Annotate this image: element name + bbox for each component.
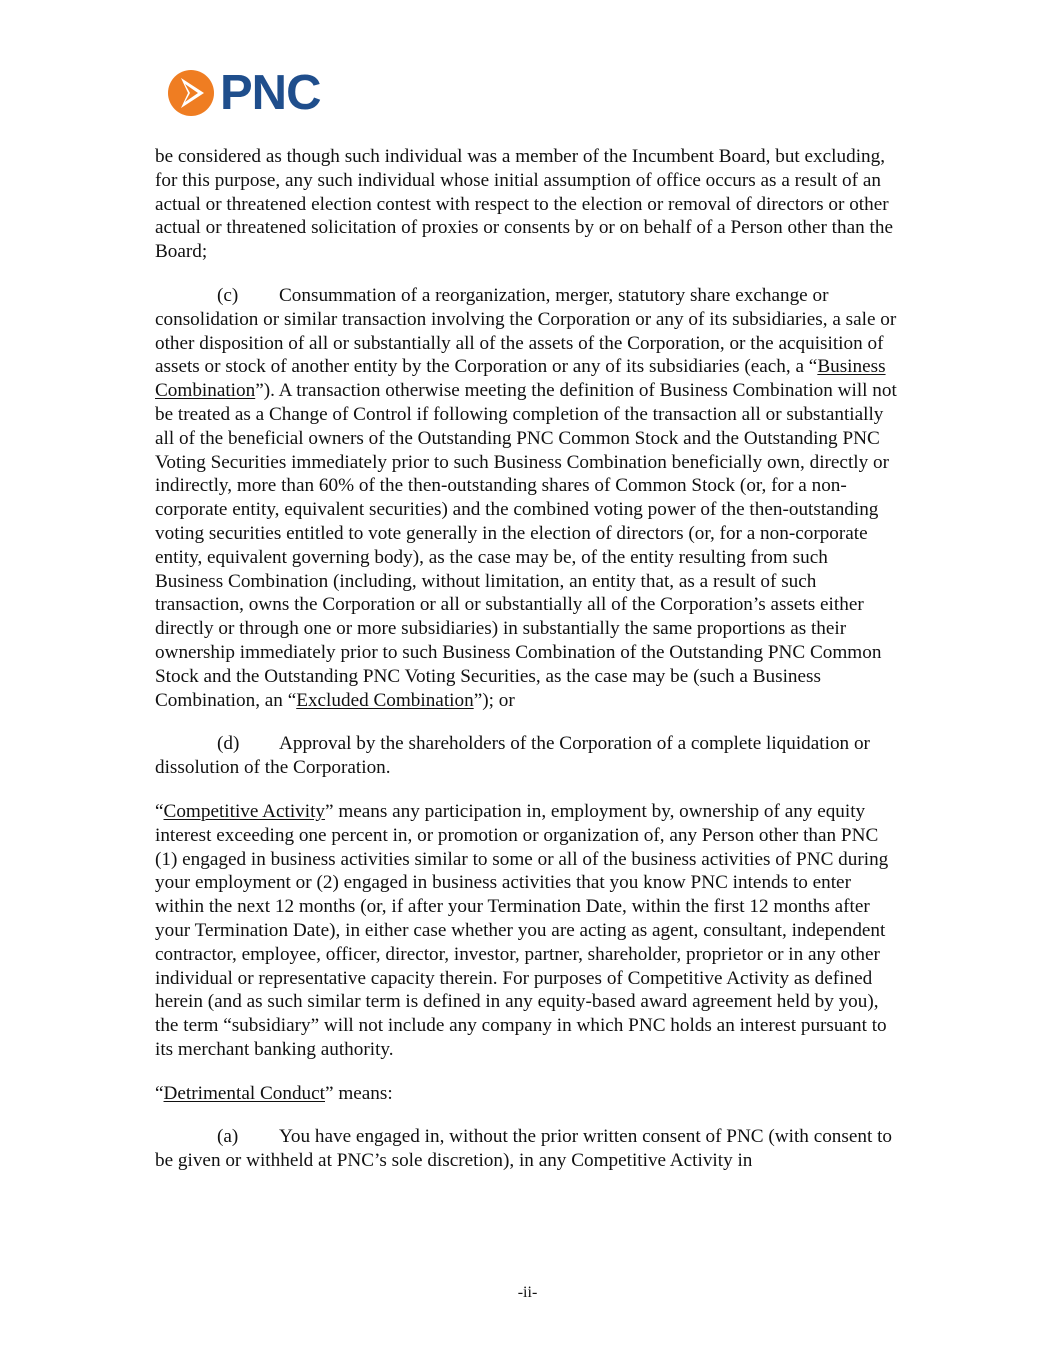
logo-text: PNC	[220, 65, 321, 120]
item-d	[155, 732, 900, 780]
item-a-label: (a)	[217, 1126, 239, 1148]
item-d-text: Approval by the shareholders of the Corporation of a complete liquidation or dissolution of the Corporation.	[155, 733, 870, 779]
pnc-triangle-icon	[166, 68, 216, 118]
item-d-label: (d)	[217, 733, 240, 755]
item-c-label: (c)	[217, 284, 239, 306]
term-business-combination: Business Combination	[155, 356, 886, 402]
competitive-activity-text: ” means any participation in, employment by, ownership of any equity interest exceeding one percent in, or promotion or organization of, any Person other than PNC (1) engaged in business activities similar to some or all of the business activities of PNC during your employment or (2) engaged in business activities that you know PNC intends to enter within the next 12 months (or, if after your Termination Date, within the first 12 months after your Termination Date), in either case whether you are acting as agent, consultant, independent contractor, employee, officer, director, investor, partner, shareholder, proprietor or in any other individual or representative capacity therein. For purposes of Competitive Activity as defined herein (and as such similar term is defined in any equity-based award agreement held by you), the term “subsidiary” will not include any company in which PNC holds an interest pursuant to its merchant banking authority.	[155, 800, 889, 1060]
term-competitive-activity: Competitive Activity	[163, 800, 326, 822]
item-c-text-1: Consummation of a reorganization, merger, statutory share exchange or consolidation or similar transaction involving the Corporation or any of its subsidiaries, a sale or other disposition of all or substantially all of the assets of the Corporation, or the acquisition of assets or stock of another entity by the Corporation or any of its subsidiaries (each, a “	[155, 284, 897, 378]
pnc-logo	[166, 65, 338, 120]
quote-open: “	[155, 1082, 164, 1104]
page-number: -ii-	[517, 1284, 538, 1301]
quote-open: “	[155, 800, 164, 822]
term-excluded-combination: Excluded Combination	[296, 689, 474, 711]
paragraph-incumbent-board: be considered as though such individual was a member of the Incumbent Board, but excluding, for this purpose, any such individual whose initial assumption of office occurs as a result of an actual or threatened election contest with respect to the election or removal of directors or other actual or threatened solicitation of proxies or consents by or on behalf of a Person other than the Board;	[155, 146, 893, 263]
item-a	[155, 1125, 900, 1173]
document-body	[155, 145, 900, 1193]
item-c	[155, 284, 900, 712]
item-c-text-2: ”). A transaction otherwise meeting the definition of Business Combination will not be treated as a Change of Control if following completion of the transaction all or substantially all of the beneficial owners of the Outstanding PNC Common Stock and the Outstanding PNC Voting Securities immediately prior to such Business Combination beneficially own, directly or indirectly, more than 60% of the then-outstanding shares of Common Stock (or, for a non-corporate entity, equivalent securities) and the combined voting power of the then-outstanding voting securities entitled to vote generally in the election of directors (or, for a non-corporate entity, equivalent governing body), as the case may be, of the entity resulting from such Business Combination (including, without limitation, an entity that, as a result of such transaction, owns the Corporation or all or substantially all of the Corporation’s assets either directly or through one or more subsidiaries) in substantially the same proportions as their ownership immediately prior to such Business Combination of the Outstanding PNC Common Stock and the Outstanding PNC Voting Securities, as the case may be (such a Business Combination, an “	[155, 380, 897, 711]
definition-competitive-activity	[155, 800, 900, 1062]
definition-detrimental-conduct	[155, 1082, 900, 1106]
item-c-text-3: ”); or	[473, 689, 515, 711]
detrimental-conduct-text: ” means:	[325, 1082, 393, 1104]
item-a-text: You have engaged in, without the prior written consent of PNC (with consent to be given or withheld at PNC’s sole discretion), in any Competitive Activity in	[155, 1126, 893, 1172]
term-detrimental-conduct: Detrimental Conduct	[163, 1082, 325, 1104]
